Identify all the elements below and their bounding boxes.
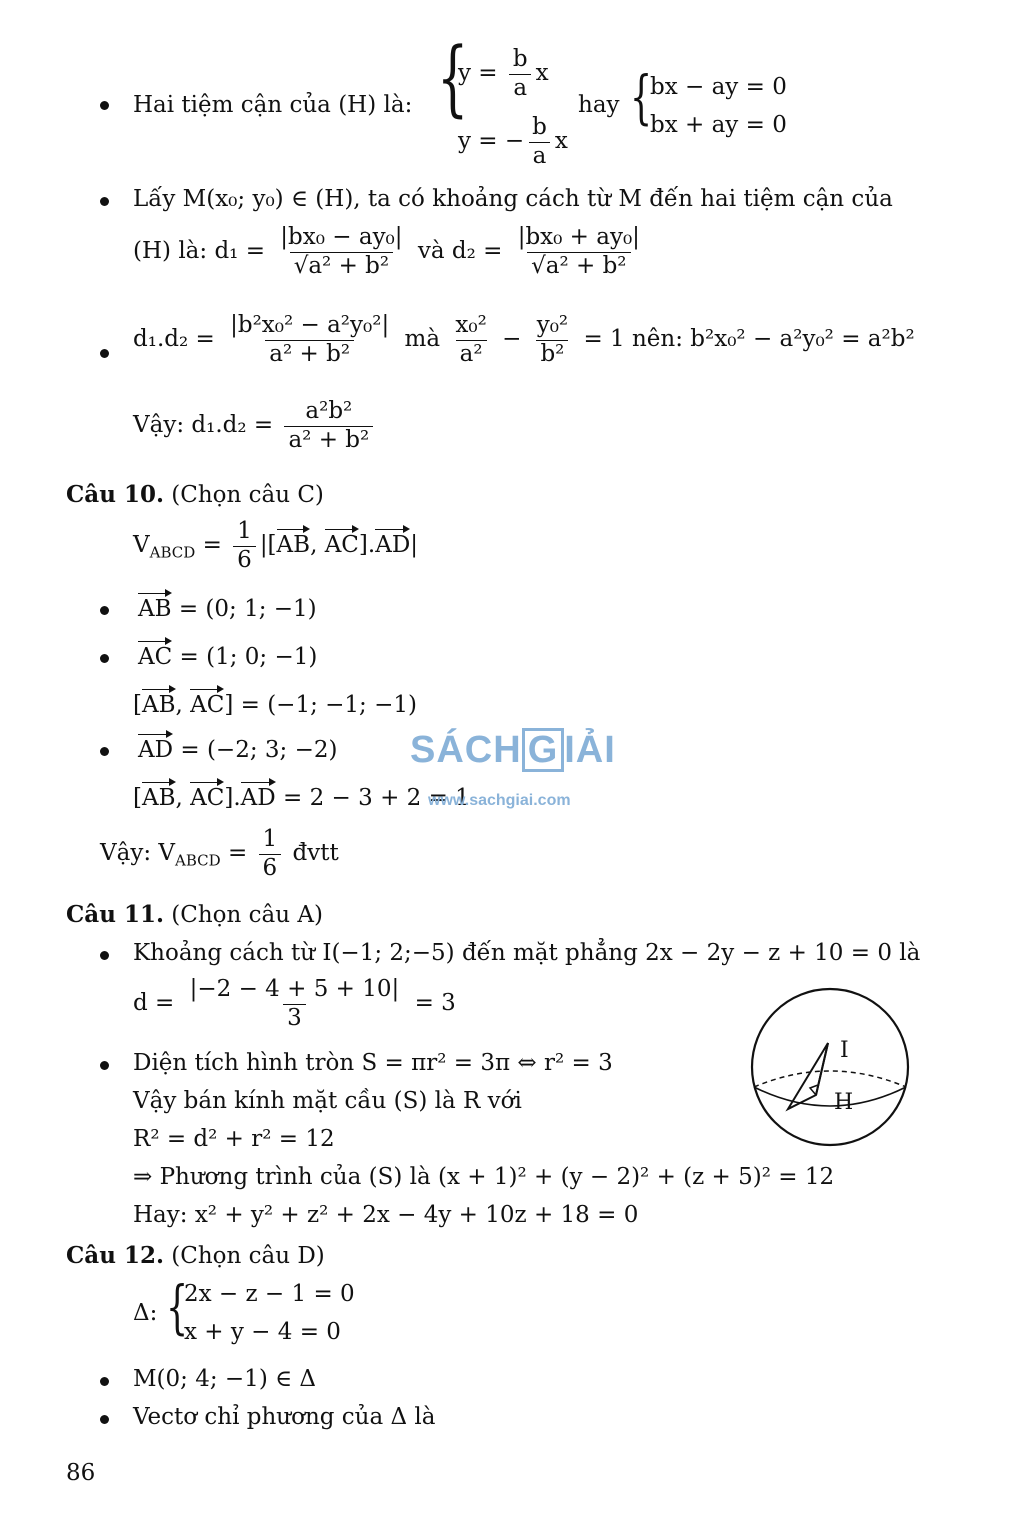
asymptote-intro: Hai tiệm cận của (H) là: (133, 92, 413, 118)
asymptote-eq2: y = − $\frac{b}{a}$ x (458, 114, 568, 169)
cross-product: [AB, AC] = (−1; −1; −1) (133, 692, 417, 718)
bullet (100, 197, 109, 206)
expanded-equation: Hay: x² + y² + z² + 2x − 4y + 10z + 18 = 0 (133, 1202, 639, 1228)
bullet (100, 747, 109, 756)
bullet (100, 654, 109, 663)
sphere-figure (748, 985, 912, 1149)
system-brace: { (630, 63, 653, 131)
watermark-logo: SÁCH G IẢI (410, 729, 616, 771)
page-number: 86 (66, 1460, 96, 1486)
area-text: Diện tích hình tròn S = πr² = 3π ⇔ r² = 3 (133, 1050, 613, 1076)
sphere-outline (752, 989, 908, 1145)
question-11-heading: Câu 11. (Chọn câu A) (66, 901, 323, 928)
or-word: hay (578, 92, 620, 118)
delta-label: Δ: (133, 1300, 158, 1326)
distance-value: d = $\frac{|-2 - 4 + 5 + 10|}{3}$ = 3 (133, 976, 456, 1031)
height-line (816, 1043, 828, 1095)
distance-text: Khoảng cách từ I(−1; 2;−5) đến mặt phẳng 2x − 2y − z + 10 = 0 là (133, 940, 921, 966)
bullet (100, 349, 109, 358)
bullet (100, 606, 109, 615)
line-eq2: bx + ay = 0 (650, 112, 787, 138)
bullet (100, 101, 109, 110)
system-brace: { (437, 31, 469, 126)
sphere-equation: ⇒ Phương trình của (S) là (x + 1)² + (y − 2)² + (z + 5)² = 12 (133, 1164, 835, 1190)
question-12-heading: Câu 12. (Chọn câu D) (66, 1242, 325, 1269)
radius-text: Vậy bán kính mặt cầu (S) là R với (133, 1088, 522, 1114)
great-circle-front (754, 1087, 906, 1106)
asymptote-eq1: y = $\frac{b}{a}$ x (458, 46, 549, 101)
bullet (100, 1061, 109, 1070)
volume-conclusion: Vậy: $V_{ABCD}$ = $\frac{1}{6}$ đvtt (100, 826, 339, 881)
vector-ac: AC = (1; 0; −1) (138, 644, 318, 670)
delta-eq2: x + y − 4 = 0 (184, 1319, 341, 1345)
great-circle-back (754, 1071, 906, 1087)
bullet (100, 1377, 109, 1386)
distance-line: (H) là: d₁ = $\frac{\text{|bx₀ − ay₀|}}{\text{√a² + b²}}$ và d₂ = $\frac{\text{|bx₀ + ay₀|}}{\text{√a² + b²}}$ (133, 224, 640, 279)
line-eq1: bx − ay = 0 (650, 74, 787, 100)
question-10-heading: Câu 10. (Chọn câu C) (66, 481, 324, 508)
vector-ad: AD = (−2; 3; −2) (138, 737, 338, 763)
radius-triangle (788, 1043, 828, 1109)
label-h: H (834, 1090, 854, 1115)
bullet (100, 951, 109, 960)
r-squared: R² = d² + r² = 12 (133, 1126, 335, 1152)
system-brace: { (166, 1273, 189, 1341)
volume-formula: $V_{ABCD}$ = $\frac{1}{6}$ |[AB, AC].AD| (133, 518, 419, 573)
take-point-text: Lấy M(x₀; y₀) ∈ (H), ta có khoảng cách từ M đến hai tiệm cận của (133, 186, 893, 212)
label-i: I (840, 1038, 849, 1063)
vector-ab: AB = (0; 1; −1) (138, 596, 317, 622)
point-on-line: M(0; 4; −1) ∈ Δ (133, 1366, 317, 1392)
watermark-url: www.sachgiai.com (428, 792, 571, 809)
product-line: d₁.d₂ = $\frac{\text{|b²x₀² − a²y₀²|}}{\text{a² + b²}}$ mà $\frac{\text{x₀²}}{\text{a²}}$ − $\frac{\text{y₀²}}{\text{b²}}$ = 1 nên: b²x₀² − a²y₀² = a²b² (133, 312, 915, 367)
delta-eq1: 2x − z − 1 = 0 (184, 1281, 355, 1307)
triple-product: [AB, AC].AD = 2 − 3 + 2 = 1 (133, 785, 470, 811)
bullet (100, 1415, 109, 1424)
product-conclusion: Vậy: d₁.d₂ = $\frac{\text{a²b²}}{\text{a² + b²}}$ (133, 398, 377, 454)
direction-vector-text: Vectơ chỉ phương của Δ là (133, 1404, 436, 1430)
